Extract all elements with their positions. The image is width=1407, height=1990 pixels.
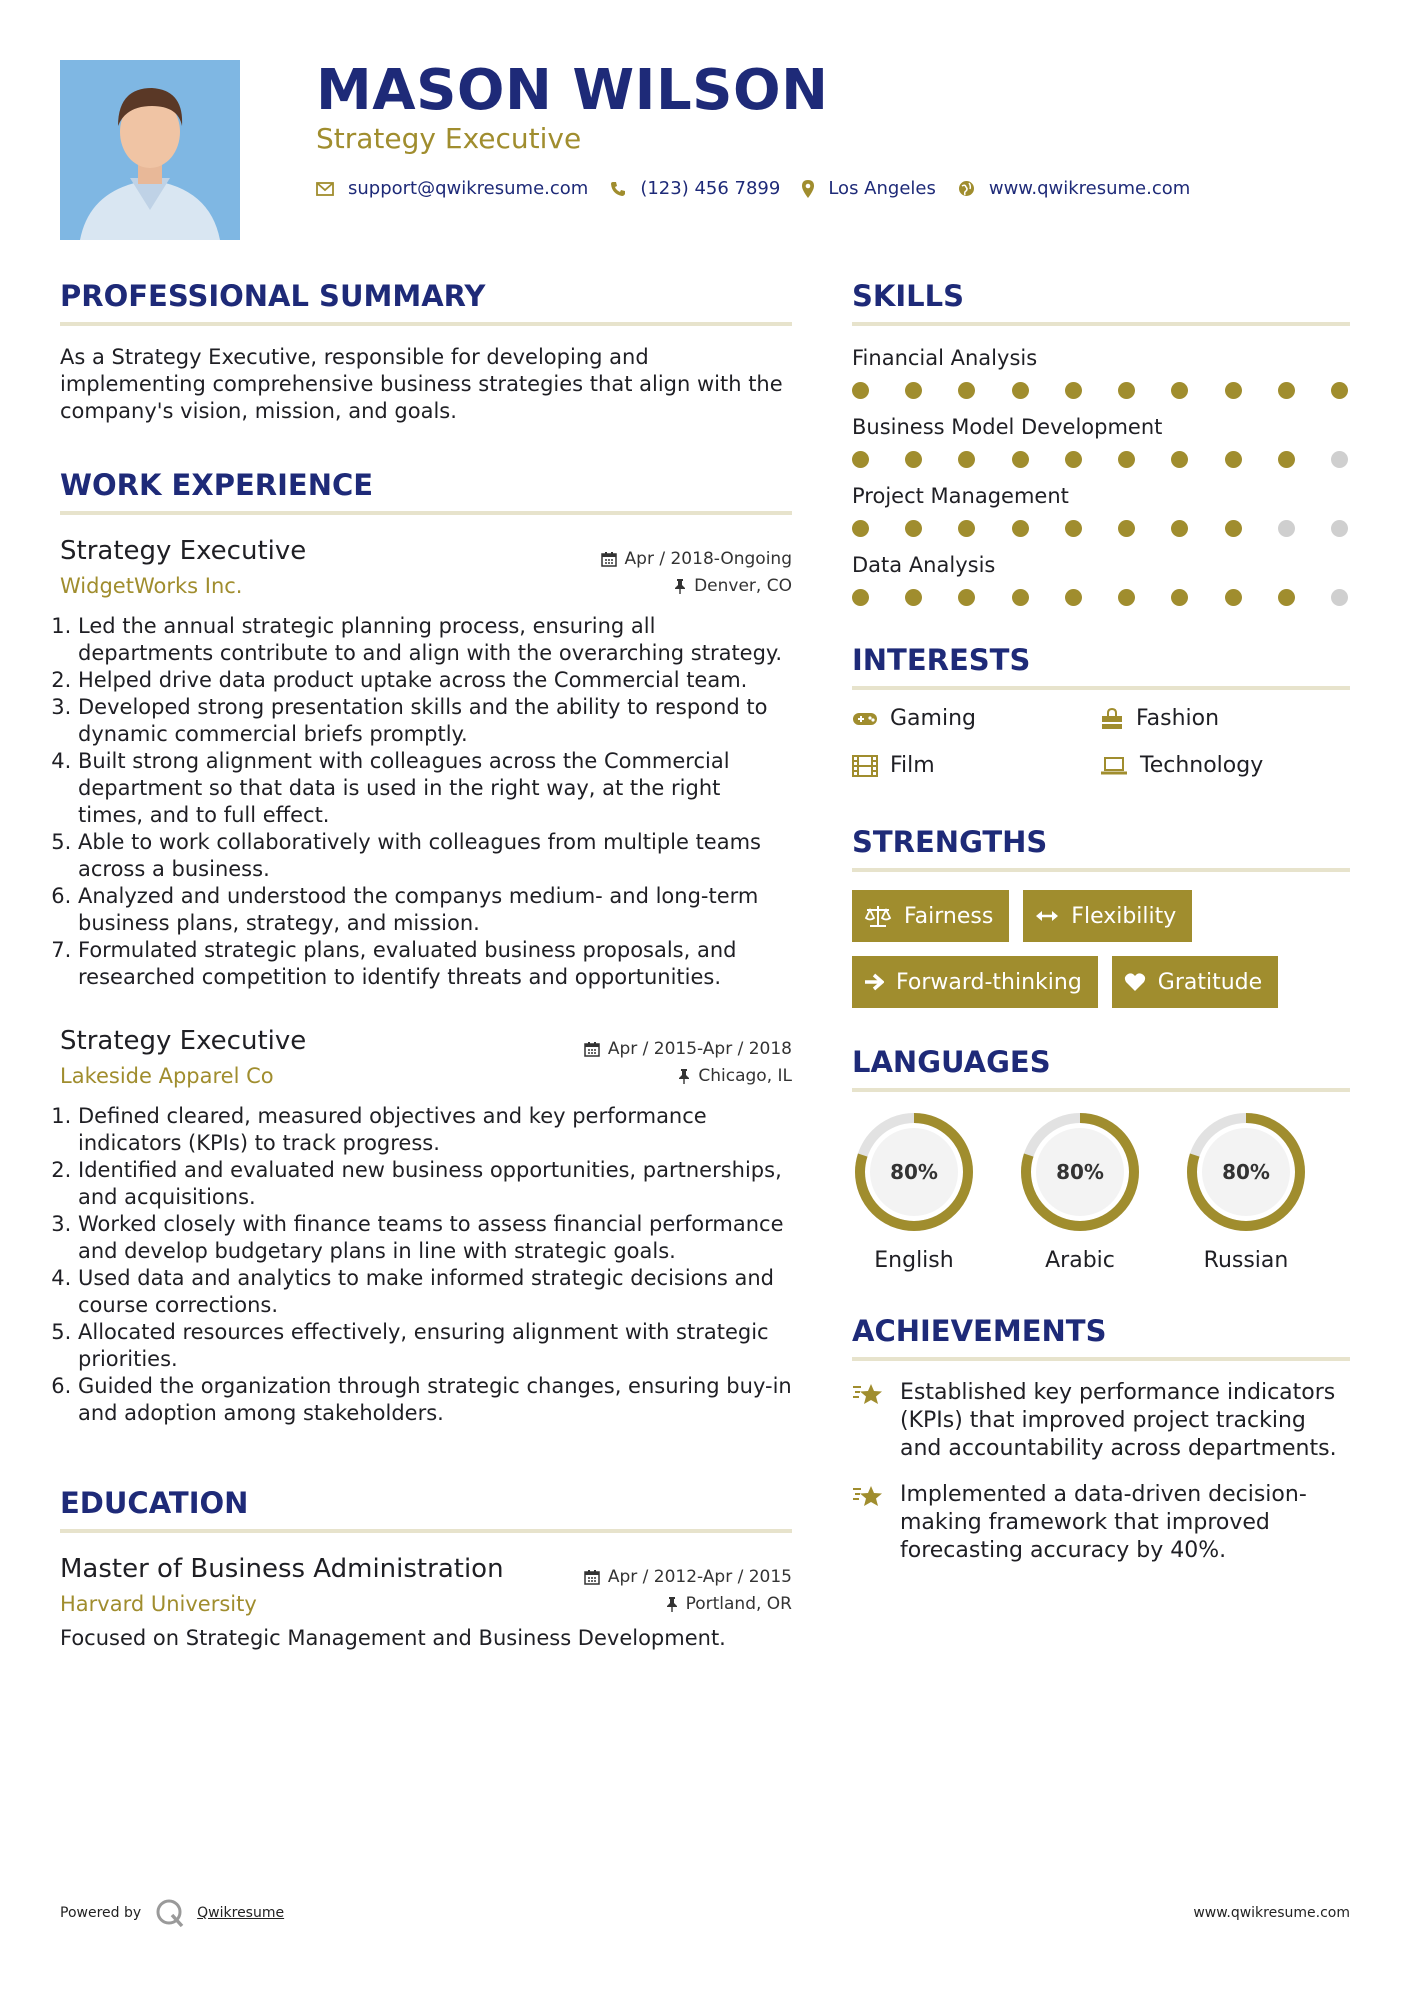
phone-icon [610,181,626,197]
achievement-item [852,1379,1350,1463]
company-name: WidgetWorks Inc. [60,574,243,598]
language-percent: 80% [1222,1160,1270,1184]
education-heading: EDUCATION [60,1483,792,1533]
arrow-right-icon [864,973,884,991]
skill-name: Financial Analysis [852,346,1038,370]
bullet-item: 6. Analyzed and understood the companys medium- and long-term business plans, strategy, and mission. [78,883,792,937]
skill-rating [852,589,1350,606]
interest-film [852,753,1100,778]
skill-dot [1171,451,1188,468]
contact-email[interactable] [316,178,588,199]
strength-label: Gratitude [1157,969,1263,995]
bullet-item: 3. Worked closely with finance teams to assess financial performance and develop budgetary plans in line with strategic goals. [78,1211,792,1265]
email-text: support@qwikresume.com [348,178,589,199]
skill-dot [1065,589,1082,606]
skill-dot [1171,382,1188,399]
strength-tag-fairness [852,890,1009,942]
interest-label: Film [890,753,935,778]
achievement-item [852,1481,1350,1565]
skill-dot [958,520,975,537]
interest-fashion [1100,706,1348,731]
skill-dot [1225,520,1242,537]
skill-rating [852,520,1350,537]
map-pin-icon [802,180,814,198]
skill-rating [852,451,1350,468]
laptop-icon [1100,756,1128,776]
right-column [852,276,1350,1583]
achievements-section [852,1311,1350,1565]
skill-dot [905,589,922,606]
pushpin-icon [674,578,686,594]
bullet-item: 5. Allocated resources effectively, ensuring alignment with strategic priorities. [78,1319,792,1373]
language-item [1184,1110,1350,1273]
skill-dot [905,451,922,468]
school-name: Harvard University [60,1592,257,1616]
skill-dot [1171,589,1188,606]
achievements-heading: ACHIEVEMENTS [852,1311,1350,1361]
pushpin-icon [678,1068,690,1084]
skill-dot [1065,451,1082,468]
languages-section [852,1042,1350,1273]
gamepad-icon [852,711,878,727]
heart-icon [1124,972,1146,992]
achievement-text: Established key performance indicators (KPIs) that improved project tracking and accountability across departments. [900,1380,1337,1461]
profile-photo [60,60,240,240]
interest-label: Gaming [890,706,976,731]
summary-heading: PROFESSIONAL SUMMARY [60,276,792,326]
calendar-icon [601,551,617,567]
candidate-name: MASON WILSON [316,58,829,123]
interest-label: Fashion [1136,706,1220,731]
skill-dot [1278,382,1295,399]
bullet-item: 1. Led the annual strategic planning process, ensuring all departments contribute to and align with the overarching strategy. [78,613,792,667]
job-location-text: Chicago, IL [698,1066,792,1086]
interests-heading: INTERESTS [852,640,1350,690]
envelope-icon [316,182,334,196]
job-dates-text: Apr / 2018-Ongoing [624,549,792,569]
job-location [674,576,792,596]
education-dates [584,1567,792,1587]
contact-info [316,178,1212,199]
skill-dot [1012,451,1029,468]
skill-dot [905,382,922,399]
contact-location [802,178,936,199]
skill-dot [1118,589,1135,606]
skill-dot [1225,451,1242,468]
experience-heading: WORK EXPERIENCE [60,465,792,515]
skills-section [852,276,1350,606]
strength-tag-gratitude [1112,956,1278,1008]
summary-section [60,276,792,425]
strength-label: Fairness [904,903,994,929]
language-name: Russian [1203,1248,1289,1273]
skill-dot [1225,589,1242,606]
balance-scale-icon [864,904,892,928]
left-column [60,276,792,1652]
skill-dot [1331,451,1348,468]
experience-section [60,465,792,1427]
bullet-item: 4. Built strong alignment with colleagues across the Commercial department so that data is used in the right way, at the right times, and to full effect. [78,748,792,829]
skill-dot [958,382,975,399]
calendar-icon [584,1569,600,1585]
arrows-horizontal-icon [1035,909,1059,923]
skill-dot [1331,589,1348,606]
job-bullets [60,613,792,991]
strength-label: Flexibility [1071,903,1177,929]
skill-dot [958,451,975,468]
film-icon [852,755,878,777]
job-entry [60,533,792,991]
language-progress-ring [852,1110,976,1234]
language-item [1018,1110,1184,1273]
education-description: Focused on Strategic Management and Business Development. [60,1626,726,1650]
strength-tag-forward-thinking [852,956,1098,1008]
strengths-section [852,822,1350,1008]
powered-by-label: Powered by [60,1905,142,1921]
skill-dot [1118,382,1135,399]
job-title: Strategy Executive [60,1026,307,1056]
job-dates [584,1039,792,1059]
strengths-heading: STRENGTHS [852,822,1350,872]
job-title: Strategy Executive [60,536,307,566]
skill-dot [1012,382,1029,399]
shooting-star-icon [852,1381,884,1407]
language-name: English [874,1248,954,1273]
job-bullets [60,1103,792,1427]
skill-dot [852,589,869,606]
skill-dot [852,520,869,537]
education-location-text: Portland, OR [685,1594,792,1614]
globe-icon [958,180,975,197]
language-name: Arabic [1045,1248,1115,1273]
skill-dot [1012,520,1029,537]
bullet-item: 2. Identified and evaluated new business opportunities, partnerships, and acquisitions. [78,1157,792,1211]
interest-gaming [852,706,1100,731]
language-item [852,1110,1018,1273]
skill-name: Data Analysis [852,553,996,577]
strength-label: Forward-thinking [896,969,1082,995]
skill-name: Business Model Development [852,415,1163,439]
website-text: www.qwikresume.com [988,178,1191,199]
language-progress-ring [1018,1110,1142,1234]
summary-text: As a Strategy Executive, responsible for developing and implementing comprehensive business strategies that align with the company's vision, mission, and goals. [60,345,783,423]
language-percent: 80% [1056,1160,1104,1184]
skill-dot [958,589,975,606]
skill-dot [852,451,869,468]
candidate-title: Strategy Executive [316,122,582,155]
languages-heading: LANGUAGES [852,1042,1350,1092]
degree-title: Master of Business Administration [60,1554,504,1584]
footer-url[interactable]: www.qwikresume.com [1193,1905,1350,1921]
job-location [678,1066,792,1086]
skill-dot [905,520,922,537]
skills-heading: SKILLS [852,276,1350,326]
pushpin-icon [666,1596,678,1612]
contact-website[interactable] [958,178,1190,199]
skill-dot [1118,520,1135,537]
bullet-item: 1. Defined cleared, measured objectives and key performance indicators (KPIs) to track progress. [78,1103,792,1157]
interest-technology [1100,753,1348,778]
job-dates [601,549,792,569]
skill-dot [1012,589,1029,606]
job-dates-text: Apr / 2015-Apr / 2018 [607,1039,792,1059]
skill-dot [1065,382,1082,399]
shooting-star-icon [852,1483,884,1509]
skill-dot [852,382,869,399]
job-entry [60,1023,792,1427]
skill-dot [1171,520,1188,537]
strength-tag-flexibility [1023,890,1192,942]
education-dates-text: Apr / 2012-Apr / 2015 [607,1567,792,1587]
skill-rating [852,382,1350,399]
bullet-item: 5. Able to work collaboratively with colleagues from multiple teams across a business. [78,829,792,883]
language-percent: 80% [890,1160,938,1184]
interests-section [852,640,1350,778]
skill-dot [1331,382,1348,399]
bullet-item: 3. Developed strong presentation skills and the ability to respond to dynamic commercial briefs promptly. [78,694,792,748]
skill-dot [1065,520,1082,537]
language-progress-ring [1184,1110,1308,1234]
skill-name: Project Management [852,484,1069,508]
skill-dot [1278,589,1295,606]
skill-dot [1118,451,1135,468]
skill-dot [1225,382,1242,399]
skill-dot [1278,451,1295,468]
bullet-item: 7. Formulated strategic plans, evaluated business proposals, and researched competition to identify threats and opportunities. [78,937,792,991]
skill-dot [1278,520,1295,537]
location-text: Los Angeles [828,178,936,199]
bullet-item: 4. Used data and analytics to make informed strategic decisions and course corrections. [78,1265,792,1319]
shopping-bag-icon [1100,708,1124,730]
brand-link[interactable]: Qwikresume [197,1905,285,1921]
education-section [60,1483,792,1652]
bullet-item: 2. Helped drive data product uptake across the Commercial team. [78,667,792,694]
achievement-text: Implemented a data-driven decision-making framework that improved forecasting accuracy by 40%. [900,1482,1307,1563]
phone-text: (123) 456 7899 [640,178,781,199]
bullet-item: 6. Guided the organization through strategic changes, ensuring buy-in and adoption among stakeholders. [78,1373,792,1427]
calendar-icon [584,1041,600,1057]
job-location-text: Denver, CO [694,576,792,596]
skill-dot [1331,520,1348,537]
footer [60,1898,1350,1928]
contact-phone[interactable] [610,178,780,199]
company-name: Lakeside Apparel Co [60,1064,274,1088]
interest-label: Technology [1140,753,1264,778]
qwikresume-logo-icon [155,1898,185,1928]
education-location [666,1594,792,1614]
